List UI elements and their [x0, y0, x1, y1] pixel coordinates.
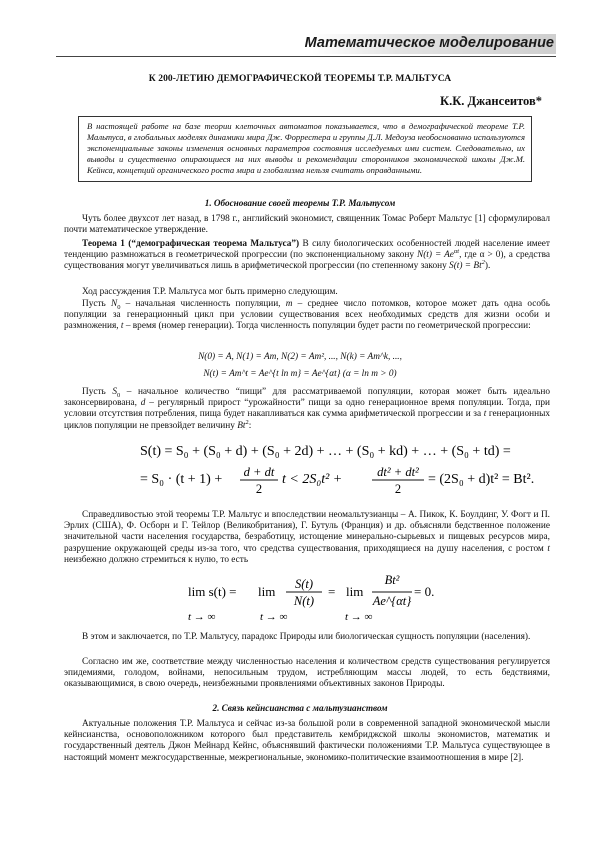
theorem-formula-b-exp: 2: [481, 259, 485, 267]
article-title: К 200-ЛЕТИЮ ДЕМОГРАФИЧЕСКОЙ ТЕОРЕМЫ Т.Р. МАЛЬТУСА: [148, 74, 452, 84]
paragraph-keynes: [64, 719, 550, 764]
theorem-formula-a-exp: αt: [453, 248, 460, 256]
p4-symbol-s-sub: 0: [116, 391, 121, 399]
eq3-line2-c: = (2S₀ + d)t² = Bt².: [428, 472, 535, 487]
theorem-text-b: , где α > 0), а средства существования могут увеличиваться лишь в арифметической прогрессии (по степенному закону: [64, 250, 550, 272]
journal-section-title: Математическое моделирование: [304, 35, 554, 51]
section-2-heading: 2. Связь кейнсианства с мальтузианством: [212, 703, 388, 713]
p4-text-e: генерационных циклов популяции не превзойдет величину: [64, 409, 551, 431]
eq3-line2-a: = S₀ · (t + 1) +: [140, 472, 223, 487]
p4-text-a: Пусть: [82, 387, 113, 397]
paragraph-food: [64, 387, 550, 432]
p3-symbol-n-sub: 0: [117, 303, 121, 311]
section-1-heading: 1. Обоснование своей теоремы Т.Р. Мальтусом: [204, 198, 396, 208]
p3-symbol-n: N: [110, 299, 118, 309]
equation-geometric-1: N(0) = A, N(1) = Am, N(2) = Am², ..., N(k) = Am^k, ...,: [198, 352, 402, 362]
p3-text-d: – время (номер генерации). Тогда численность популяции будет расти по геометрической прогрессии:: [123, 321, 531, 332]
paragraph-paradox: [64, 632, 550, 643]
theorem-label: Теорема 1 (“демографическая теорема Мальтуса”): [82, 239, 300, 249]
eq3-line2-b: t < 2S₀t² +: [282, 472, 343, 487]
eq4-frac1-num: S(t): [294, 577, 314, 591]
article-author: К.К. Джансеитов*: [440, 94, 542, 108]
eq4-eq: =: [328, 584, 336, 599]
eq4-lim2: lim: [258, 584, 276, 599]
paragraph-population: [64, 299, 550, 333]
theorem-1: [64, 239, 550, 273]
eq3-frac1-den: 2: [255, 482, 263, 496]
eq4-frac2-num: Bt²: [384, 573, 400, 587]
eq4-sub-3: t → ∞: [345, 611, 373, 623]
p5-symbol-t: t: [547, 543, 550, 554]
p4-text-f: :: [248, 420, 252, 431]
eq4-frac2-den: Ae^{αt}: [372, 594, 412, 608]
paragraph-intro-text: Чуть более двухсот лет назад, в 1798 г., английский экономист, священник Томас Роберт Мальтус [1] сформулировал почти математическое утверждение.: [64, 214, 550, 236]
running-header: [304, 34, 556, 54]
p4-symbol-bt-exp: 2: [245, 418, 249, 426]
section-2-p1-text: Актуальные положения Т.Р. Мальтуса и сейчас из-за большой роли в современной западной экономической мысли кейнсианства, основоположником которого был представитель кембриджской школы экономистов, математик и государственный деятель Джон Мейнард Кейнс, объяснявший фактически положениями Т.Р. Мальтуса существующее в настоящий момент межгосударственные, межрегиональные, экономико-политические взаимоотношения в мире [2].: [64, 719, 550, 763]
p3-symbol-m: m: [285, 299, 293, 309]
eq4-sub-2: t → ∞: [260, 611, 288, 623]
p6-text: В этом и заключается, по Т.Р. Мальтусу, парадокс Природы или биологическая сущность популяции (населения).: [82, 632, 531, 642]
equation-geometric-2: N(t) = Am^t = Ae^{t ln m} = Ae^{αt} (α = ln m > 0): [203, 369, 397, 379]
p4-symbol-d: d: [140, 398, 146, 409]
theorem-formula-a: N(t) = Ae: [417, 250, 454, 261]
eq4-lim: lim s(t) =: [188, 584, 237, 599]
theorem-formula-b: S(t) = Bt: [449, 261, 482, 272]
paragraph-intro: [64, 214, 550, 236]
paragraph-neomalthusians: [64, 510, 550, 566]
equation-arithmetic-sum: [0, 436, 600, 498]
paragraph-reasoning-text: Ход рассуждения Т.Р. Мальтуса мог быть примерно следующим.: [82, 287, 338, 297]
equation-limit: [0, 564, 600, 626]
abstract-box: В настоящей работе на базе теории клеточных автоматов показывается, что в демографической теореме Т.Р. Мальтуса, в глобальных моделях динамики мира Дж. Форрестера и группы Д.Л. Медоуза необоснованно используются экспоненциальные законы изменения основных параметров состояния исследуемых ими систем. Следовательно, их выводы и существенно опирающиеся на них выводы и рекомендации сторонников экономической школы Дж.М. Кейнса, концепций органического роста мира и глобализма нельзя считать оправданными.: [78, 116, 532, 182]
eq4-end: = 0.: [414, 584, 435, 599]
p4-text-c: – регулярный прирост “урожайности” пищи за одно генерационное время популяции. Тогда, при условии отсутствия потребления, пища будет накапливаться как сумма арифметической прогрессии и за: [64, 398, 550, 420]
p3-text-b: – начальная численность популяции,: [120, 299, 286, 309]
p5-text-end: неизбежно должно стремиться к нулю, то есть: [64, 554, 249, 565]
p7-text: Согласно им же, соответствие между численностью населения и количеством средств существования регулируется эпидемиями, голодом, войнами, непосильным трудом, истребляющим массы людей, то есть бедствиями, оказывающимися, в свою очередь, неизбежными проявлениями объективных законов Природы.: [64, 657, 550, 690]
theorem-text-a: В силу биологических особенностей людей население имеет тенденцию размножаться в геометрической прогрессии (по экспоненциальному закону: [64, 239, 550, 261]
p3-symbol-t: t: [120, 321, 124, 332]
p4-symbol-bt: Bt: [237, 420, 246, 431]
theorem-text-c: ).: [484, 261, 491, 272]
p4-text-b: – начальное количество “пищи” для рассматриваемой популяции, которая может быть идеально законсервирована,: [64, 387, 550, 409]
paragraph-reasoning: [64, 287, 550, 298]
eq4-sub-1: t → ∞: [188, 611, 216, 623]
header-rule: [56, 56, 556, 57]
p5-text: Справедливостью этой теоремы Т.Р. Мальтус и впоследствии неомальтузианцы – А. Пикок, К. Боулдинг, У. Фогт и П. Эрлих (США), Ф. Осборн и Г. Тейлор (Великобритания), Г. Бутуль (Франция) и др. объясняли бедственное положение значительной части населения государства, безработицу, истощение минерально-сырьевых и пищевых ресурсов мира, разрушение окружающей среды из-за того, что средства существования, приходящиеся на душу населения, с ростом: [64, 510, 550, 554]
eq4-lim3: lim: [346, 584, 364, 599]
p4-symbol-t: t: [483, 409, 487, 420]
eq3-frac2-den: 2: [394, 482, 402, 496]
eq3-frac1-num: d + dt: [243, 465, 275, 479]
eq4-frac1-den: N(t): [293, 594, 315, 608]
eq3-line1: S(t) = S₀ + (S₀ + d) + (S₀ + 2d) + … + (S₀ + kd) + … + (S₀ + td) =: [140, 444, 511, 459]
p3-text-c: – среднее число потомков, которое может дать одна особь популяции за генерационный цикл при условии существования всех необходимых средств для жизни особи и размножения,: [64, 299, 550, 332]
p4-symbol-s: S: [112, 387, 117, 397]
eq3-frac2-num: dt² + dt²: [377, 465, 419, 479]
p3-text-a: Пусть: [82, 299, 111, 309]
paragraph-regulation: [64, 657, 550, 691]
